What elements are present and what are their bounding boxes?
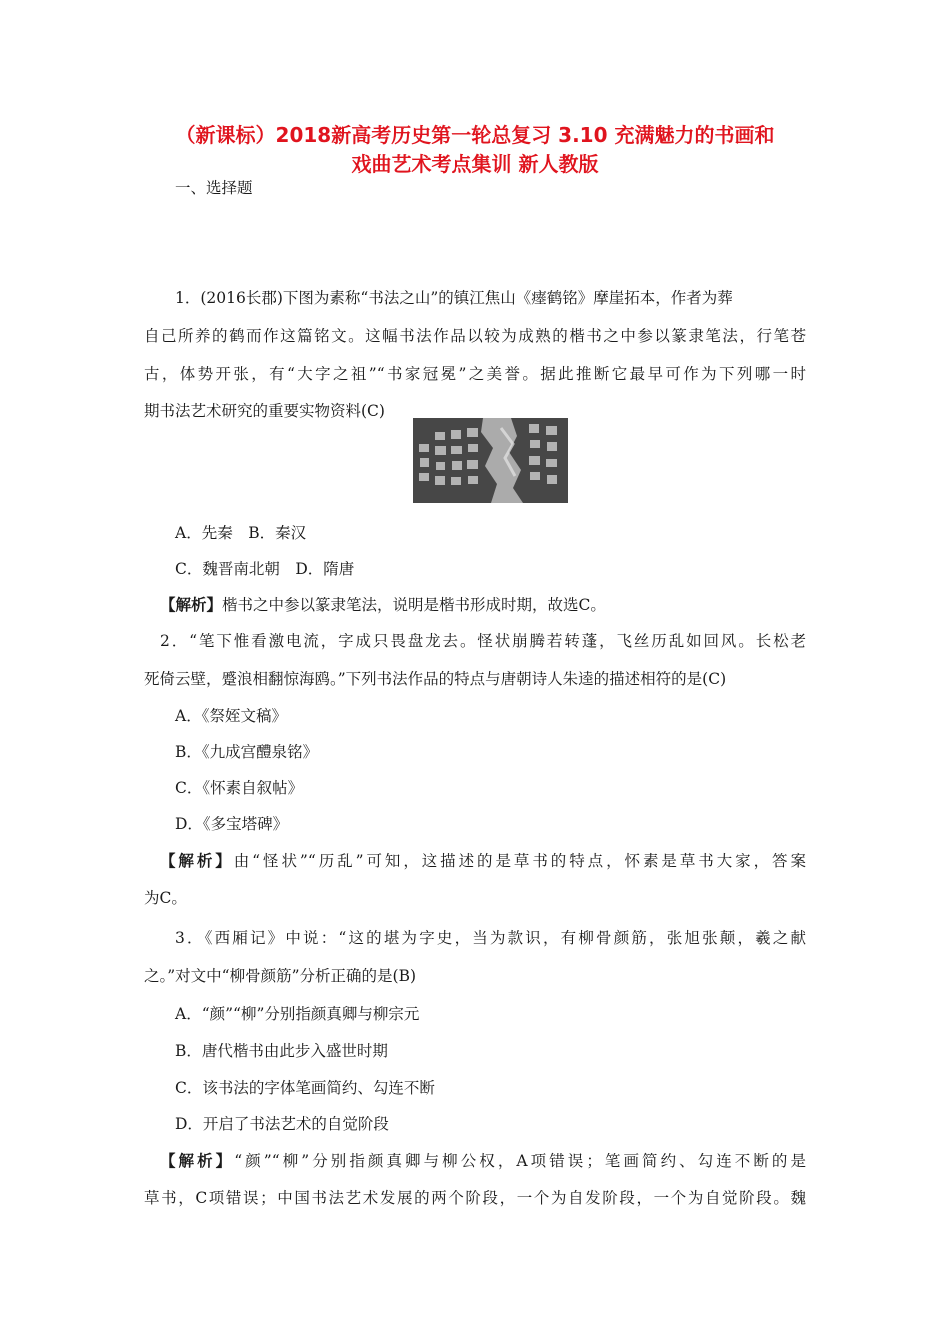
q3-analysis-line-2: 草书，C项错误；中国书法艺术发展的两个阶段，一个为自发阶段，一个为自觉阶段。魏	[144, 1189, 806, 1207]
q3-option-b: B．唐代楷书由此步入盛世时期	[175, 1042, 388, 1060]
q1-analysis	[160, 594, 606, 616]
q2-stem-line-2: 死倚云壁，蹙浪相翻惊海鸥。”下列书法作品的特点与唐朝诗人朱逵的描述相符的是(C)	[144, 670, 727, 688]
q3-analysis-text-1: “颜”“柳”分别指颜真卿与柳公权，A项错误；笔画简约、勾连不断的是	[234, 1152, 806, 1170]
q1-stem-line-3: 古，体势开张，有“大字之祖”“书家冠冕”之美誉。据此推断它最早可作为下列哪一时	[144, 365, 806, 383]
q1-stem-line-1: 1．(2016长郡)下图为素称“书法之山”的镇江焦山《瘗鹤铭》摩崖拓本，作者为葬	[175, 289, 733, 307]
section-heading: 一、选择题	[175, 179, 253, 197]
q1-analysis-label: 【解析】	[160, 595, 223, 614]
q2-option-d: D．《多宝塔碑》	[175, 815, 289, 833]
q2-analysis-text-1: 由“怪状”“历乱”可知，这描述的是草书的特点，怀素是草书大家，答案	[233, 852, 806, 870]
q1-option-line-2: C．魏晋南北朝 D．隋唐	[175, 560, 355, 578]
q2-analysis-line-1	[160, 850, 806, 872]
rubbing-texture-icon	[413, 418, 568, 503]
q2-option-c: C．《怀素自叙帖》	[175, 779, 304, 797]
q3-option-d: D．开启了书法艺术的自觉阶段	[175, 1115, 389, 1133]
q3-analysis-line-1	[160, 1150, 806, 1172]
inscription-rubbing-image	[413, 418, 568, 503]
q2-stem-line-1: 2．“笔下惟看激电流，字成只畏盘龙去。怪状崩腾若转蓬，飞丝历乱如回风。长松老	[160, 632, 806, 650]
q3-option-a: A．“颜”“柳”分别指颜真卿与柳宗元	[175, 1005, 420, 1023]
q1-stem-line-2: 自己所养的鹤而作这篇铭文。这幅书法作品以较为成熟的楷书之中参以篆隶笔法，行笔苍	[144, 327, 806, 345]
q3-analysis-label: 【解析】	[160, 1151, 235, 1170]
q2-option-a: A．《祭姪文稿》	[175, 707, 287, 725]
q3-stem-line-1: 3．《西厢记》中说：“这的堪为字史，当为款识，有柳骨颜筋，张旭张颠，羲之献	[175, 929, 806, 947]
q2-analysis-line-2: 为C。	[144, 889, 187, 907]
document-title-line-1: （新课标）2018新高考历史第一轮总复习 3.10 充满魅力的书画和	[175, 123, 775, 147]
q3-option-c: C．该书法的字体笔画简约、勾连不断	[175, 1079, 435, 1097]
q1-stem-line-4: 期书法艺术研究的重要实物资料(C)	[144, 402, 385, 420]
q1-analysis-text: 楷书之中参以篆隶笔法，说明是楷书形成时期，故选C。	[222, 596, 606, 614]
q2-option-b: B．《九成宫醴泉铭》	[175, 743, 319, 761]
q3-stem-line-2: 之。”对文中“柳骨颜筋”分析正确的是(B)	[144, 967, 417, 985]
document-title-line-2: 戏曲艺术考点集训 新人教版	[351, 152, 599, 176]
q1-option-line-1: A．先秦 B．秦汉	[175, 524, 307, 542]
q2-analysis-label: 【解析】	[160, 851, 234, 870]
